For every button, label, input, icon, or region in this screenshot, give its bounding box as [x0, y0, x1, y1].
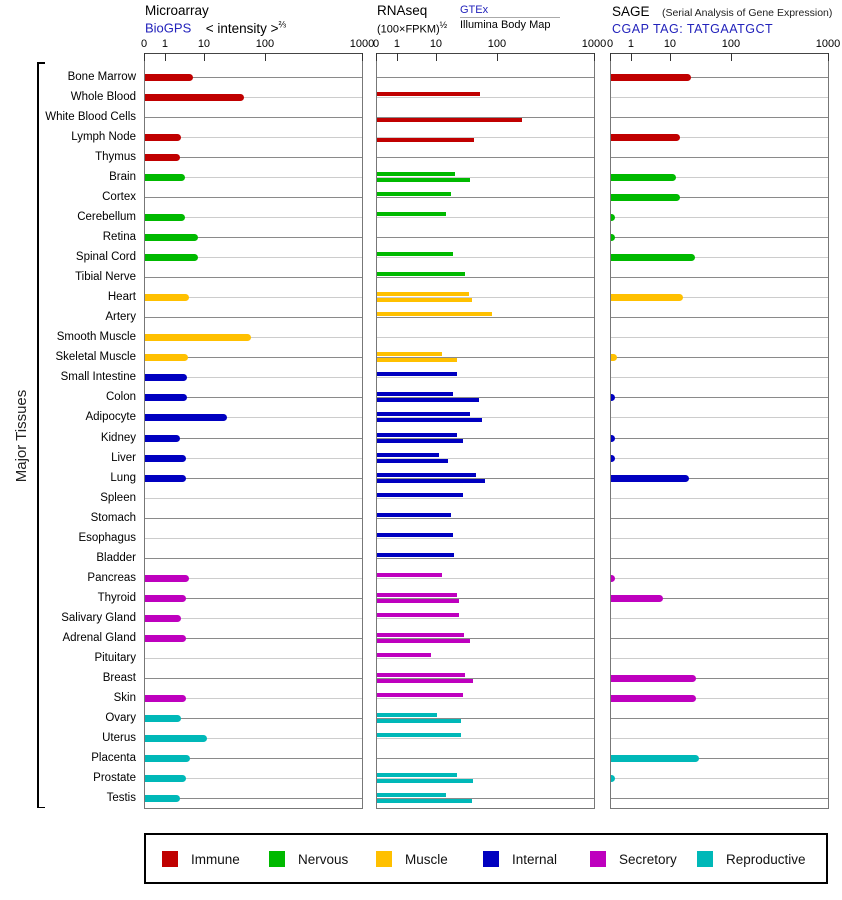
axis-baseline [610, 53, 828, 54]
rnaseq-gtex-bar [377, 793, 446, 797]
microarray-bar [145, 394, 187, 401]
legend-item-immune [162, 850, 267, 870]
rnaseq-gtex-bar [377, 92, 480, 96]
rnaseq-gtex-bar [377, 252, 453, 256]
rnaseq-gtex-bar [377, 653, 431, 657]
tissue-row-line [377, 738, 594, 739]
sage-bar [611, 174, 676, 181]
microarray-bar [145, 414, 227, 421]
axis-tick-label: 1 [393, 38, 400, 50]
tissue-row-line [611, 458, 828, 459]
tissue-row-line [611, 217, 828, 218]
axis-tick-label: 10 [663, 38, 677, 50]
legend-label: Secretory [619, 852, 677, 867]
axis-tick [631, 53, 632, 61]
tissue-row-line [377, 758, 594, 759]
microarray-scale-note: < intensity >$^{\frac{2}{3}}$ [205, 19, 287, 36]
panel-border-right [594, 53, 595, 808]
tissue-label: Thymus [95, 151, 136, 164]
tissue-row-line [145, 558, 362, 559]
rnaseq-title: RNAseq [377, 3, 428, 18]
tissue-row-line [611, 578, 828, 579]
microarray-bar [145, 234, 198, 241]
category-legend [144, 833, 828, 884]
rnaseq-gtex-bar [377, 773, 457, 777]
rnaseq-gtex-bar [377, 272, 465, 276]
tissue-row-line [145, 538, 362, 539]
sage-bar [611, 695, 696, 702]
microarray-bar [145, 755, 190, 762]
axis-tick [497, 53, 498, 61]
sage-bar [611, 755, 699, 762]
tissue-row-line [611, 337, 828, 338]
rnaseq-gtex-bar [377, 412, 470, 416]
rnaseq-gtex-bar [377, 733, 461, 737]
rnaseq-gtex-bar [377, 352, 442, 356]
microarray-bar [145, 354, 188, 361]
legend-swatch-immune [162, 851, 178, 867]
microarray-bar [145, 154, 180, 161]
tissue-row-line [611, 658, 828, 659]
rnaseq-gtex-bar [377, 372, 457, 376]
microarray-bar [145, 374, 187, 381]
rnaseq-gtex-bar [377, 573, 442, 577]
rnaseq-illumina-bar [377, 138, 474, 142]
microarray-bar [145, 475, 186, 482]
axis-tick [144, 53, 145, 61]
axis-tick-label: 0 [372, 38, 380, 50]
tissue-label: Esophagus [78, 531, 136, 544]
legend-item-reproductive [697, 850, 806, 870]
panel-border-bottom [144, 808, 363, 809]
rnaseq-gtex-bar [377, 673, 465, 677]
tissue-label: Adrenal Gland [62, 631, 136, 644]
microarray-bar [145, 74, 193, 81]
axis-tick-label: 1 [161, 38, 168, 50]
tissue-row-line [611, 538, 828, 539]
tissue-label: Stomach [90, 511, 136, 524]
tissue-label: Tibial Nerve [75, 271, 136, 284]
sage-bar [611, 74, 691, 81]
tissue-label: Artery [105, 311, 136, 324]
tissue-row-line [611, 738, 828, 739]
tissue-row-line [377, 337, 594, 338]
sage-bar [611, 475, 689, 482]
rnaseq-illumina-bar [377, 398, 479, 402]
tissue-row-line [611, 778, 828, 779]
microarray-bar [145, 455, 186, 462]
gtex-illumina-divider [460, 17, 560, 18]
tissue-label: Heart [107, 291, 136, 304]
major-tissues-label: Major Tissues [13, 389, 30, 483]
panel-border-right [362, 53, 363, 808]
rnaseq-illumina-bar [377, 418, 482, 422]
tissue-row-line [145, 317, 362, 318]
tissue-row-line [377, 197, 594, 198]
sage-bar [611, 254, 695, 261]
tissue-row-line [377, 658, 594, 659]
tissue-label: Lymph Node [71, 131, 136, 144]
microarray-bar [145, 615, 181, 622]
tissue-row-line [611, 157, 828, 158]
tissue-row-line [377, 317, 594, 318]
rnaseq-gtex-bar [377, 613, 459, 617]
tissue-row-line [145, 678, 362, 679]
illumina-body-map-label: Illumina Body Map [460, 19, 551, 31]
rnaseq-gtex-bar [377, 172, 455, 176]
sage-title: SAGE [612, 4, 650, 19]
tissue-row-line [611, 438, 828, 439]
tissue-row-line [145, 498, 362, 499]
sage-bar [611, 675, 696, 682]
tissue-row-line [611, 377, 828, 378]
axis-tick [670, 53, 671, 61]
rnaseq-gtex-bar [377, 212, 446, 216]
tissue-row-line [611, 718, 828, 719]
tissue-row-line [377, 377, 594, 378]
axis-baseline [144, 53, 362, 54]
microarray-bar [145, 635, 186, 642]
rnaseq-illumina-bar [377, 459, 448, 463]
axis-tick [731, 53, 732, 61]
tissue-row-line [377, 538, 594, 539]
tissue-bracket-bottom [37, 807, 45, 809]
tissue-label: Cerebellum [77, 211, 136, 224]
rnaseq-illumina-bar [377, 779, 473, 783]
microarray-title: Microarray [145, 3, 209, 18]
microarray-header [145, 3, 286, 38]
tissue-row-line [377, 237, 594, 238]
tissue-row-line [611, 117, 828, 118]
axis-tick-label: 10 [429, 38, 443, 50]
sage-bar [611, 294, 683, 301]
sage-bar [611, 394, 615, 401]
microarray-bar [145, 715, 181, 722]
tissue-label: Smooth Muscle [56, 331, 136, 344]
tissue-label: Pancreas [87, 571, 136, 584]
panel-border-bottom [610, 808, 829, 809]
tissue-label: Whole Blood [70, 91, 136, 104]
rnaseq-gtex-bar [377, 192, 451, 196]
axis-tick [376, 53, 377, 61]
rnaseq-gtex-bar [377, 593, 457, 597]
tissue-row-line [377, 257, 594, 258]
microarray-bar [145, 294, 189, 301]
rnaseq-gtex-bar [377, 312, 492, 316]
tissue-row-line [377, 217, 594, 218]
tissue-label: Small Intestine [60, 371, 136, 384]
microarray-bar [145, 795, 180, 802]
legend-swatch-secretory [590, 851, 606, 867]
tissue-label: Cortex [102, 191, 136, 204]
rnaseq-gtex-bar [377, 553, 454, 557]
rnaseq-gtex-bar [377, 713, 437, 717]
tissue-row-line [145, 518, 362, 519]
rnaseq-illumina-bar [377, 639, 470, 643]
sage-bar [611, 435, 615, 442]
legend-label: Internal [512, 852, 558, 867]
sage-bar [611, 194, 680, 201]
tissue-row-line [377, 157, 594, 158]
microarray-bar [145, 775, 186, 782]
tissue-row-line [611, 618, 828, 619]
tissue-row-line [611, 397, 828, 398]
legend-item-secretory [590, 850, 695, 870]
tissue-row-line [377, 97, 594, 98]
tissue-label: Skin [113, 691, 136, 704]
tissue-row-line [611, 798, 828, 799]
rnaseq-illumina-bar [377, 719, 461, 723]
tissue-label: White Blood Cells [45, 111, 136, 124]
tissue-label: Prostate [93, 771, 136, 784]
tissue-label: Adipocyte [85, 411, 136, 424]
tissue-row-line [377, 558, 594, 559]
legend-label: Reproductive [726, 852, 806, 867]
rnaseq-gtex-bar [377, 453, 439, 457]
tissue-label: Spleen [100, 491, 136, 504]
microarray-bar [145, 214, 185, 221]
tissue-row-line [611, 558, 828, 559]
axis-tick-label: 1000 [815, 38, 841, 50]
axis-tick [204, 53, 205, 61]
tissue-row-line [611, 417, 828, 418]
tissue-row-line [611, 518, 828, 519]
rnaseq-gtex-bar [377, 513, 451, 517]
tissue-row-line [145, 117, 362, 118]
tissue-label: Testis [106, 792, 136, 804]
tissue-label: Colon [105, 391, 136, 404]
axis-tick-label: 0 [140, 38, 148, 50]
axis-tick-label: 0 [606, 38, 614, 50]
axis-tick [594, 53, 595, 61]
tissue-label: Uterus [102, 731, 136, 744]
microarray-bar [145, 334, 251, 341]
axis-tick-label: 1000 [581, 38, 607, 50]
rnaseq-illumina-bar [377, 298, 472, 302]
tissue-row-line [145, 658, 362, 659]
rnaseq-scale-note: (100×FPKM)$^{\frac{1}{2}}$ [377, 20, 448, 36]
tissue-label: Liver [111, 451, 136, 464]
legend-label: Immune [191, 852, 240, 867]
legend-swatch-muscle [376, 851, 392, 867]
axis-tick [436, 53, 437, 61]
tissue-label: Brain [109, 171, 136, 184]
tissue-bracket-top [37, 62, 45, 64]
rnaseq-illumina-bar [377, 178, 470, 182]
tissue-row-line [611, 237, 828, 238]
tissue-label: Bladder [96, 551, 136, 564]
axis-tick [828, 53, 829, 61]
axis-tick [362, 53, 363, 61]
tissue-row-line [377, 518, 594, 519]
axis-tick-label: 100 [487, 38, 507, 50]
sage-title-note: (Serial Analysis of Gene Expression) [661, 7, 833, 19]
sage-bar [611, 214, 615, 221]
tissue-label: Pituitary [94, 651, 136, 664]
tissue-row-line [145, 277, 362, 278]
tissue-row-line [377, 698, 594, 699]
rnaseq-sources [460, 4, 560, 31]
rnaseq-illumina-bar [377, 599, 459, 603]
axis-tick-label: 1000 [349, 38, 375, 50]
tissue-label: Retina [102, 231, 136, 244]
sage-bar [611, 575, 615, 582]
microarray-bar [145, 435, 180, 442]
rnaseq-gtex-bar [377, 693, 463, 697]
rnaseq-gtex-bar [377, 493, 463, 497]
panel-border-bottom [376, 808, 595, 809]
sage-bar [611, 354, 617, 361]
rnaseq-illumina-bar [377, 358, 457, 362]
tissue-label: Bone Marrow [67, 71, 136, 83]
sage-bar [611, 775, 615, 782]
tissue-label: Lung [110, 471, 136, 484]
rnaseq-illumina-bar [377, 118, 522, 122]
biogps-link[interactable]: BioGPS [145, 20, 192, 36]
legend-swatch-internal [483, 851, 499, 867]
microarray-bar [145, 134, 181, 141]
rnaseq-illumina-bar [377, 479, 485, 483]
tissue-row-line [611, 97, 828, 98]
microarray-bar [145, 575, 189, 582]
tissue-row-line [145, 197, 362, 198]
rnaseq-gtex-bar [377, 292, 469, 296]
rnaseq-gtex-bar [377, 392, 453, 396]
legend-item-internal [483, 850, 588, 870]
tissue-row-line [611, 277, 828, 278]
tissue-row-line [611, 357, 828, 358]
sage-header [612, 3, 832, 36]
sage-bar [611, 595, 663, 602]
tissue-row-line [377, 618, 594, 619]
legend-swatch-nervous [269, 851, 285, 867]
tissue-row-line [611, 638, 828, 639]
axis-baseline [376, 53, 594, 54]
tissue-row-line [377, 77, 594, 78]
axis-tick [265, 53, 266, 61]
tissue-label: Thyroid [97, 591, 136, 604]
legend-label: Muscle [405, 852, 448, 867]
sage-bar [611, 455, 615, 462]
tissue-label: Ovary [105, 711, 136, 724]
panel-border-right [828, 53, 829, 808]
microarray-bar [145, 735, 207, 742]
rnaseq-gtex-bar [377, 433, 457, 437]
rnaseq-illumina-bar [377, 799, 472, 803]
legend-item-nervous [269, 850, 374, 870]
axis-tick [165, 53, 166, 61]
legend-item-muscle [376, 850, 481, 870]
tissue-label: Spinal Cord [75, 251, 136, 264]
microarray-bar [145, 695, 186, 702]
sage-bar [611, 134, 680, 141]
gtex-link[interactable]: GTEx [460, 4, 489, 16]
rnaseq-gtex-bar [377, 633, 464, 637]
tissue-label: Breast [102, 671, 136, 684]
rnaseq-gtex-bar [377, 473, 476, 477]
tissue-label: Placenta [91, 751, 136, 764]
tissue-row-line [611, 317, 828, 318]
rnaseq-header [377, 3, 447, 36]
rnaseq-illumina-bar [377, 439, 463, 443]
tissue-row-line [377, 277, 594, 278]
tissue-label: Skeletal Muscle [55, 351, 136, 364]
sage-bar [611, 234, 615, 241]
microarray-bar [145, 174, 185, 181]
legend-swatch-reproductive [697, 851, 713, 867]
axis-tick [610, 53, 611, 61]
tissue-row-line [611, 498, 828, 499]
legend-label: Nervous [298, 852, 349, 867]
axis-tick-label: 1 [627, 38, 634, 50]
cgap-tag-link[interactable]: CGAP TAG: TATGAATGCT [612, 22, 774, 36]
tissue-label: Salivary Gland [61, 611, 136, 624]
microarray-bar [145, 94, 244, 101]
axis-tick-label: 100 [721, 38, 741, 50]
axis-tick [397, 53, 398, 61]
microarray-bar [145, 254, 198, 261]
rnaseq-illumina-bar [377, 679, 473, 683]
microarray-bar [145, 595, 186, 602]
tissue-row-line [377, 578, 594, 579]
tissue-label: Kidney [100, 431, 136, 444]
axis-tick-label: 10 [197, 38, 211, 50]
rnaseq-gtex-bar [377, 533, 453, 537]
axis-tick-label: 100 [255, 38, 275, 50]
tissue-row-line [377, 498, 594, 499]
